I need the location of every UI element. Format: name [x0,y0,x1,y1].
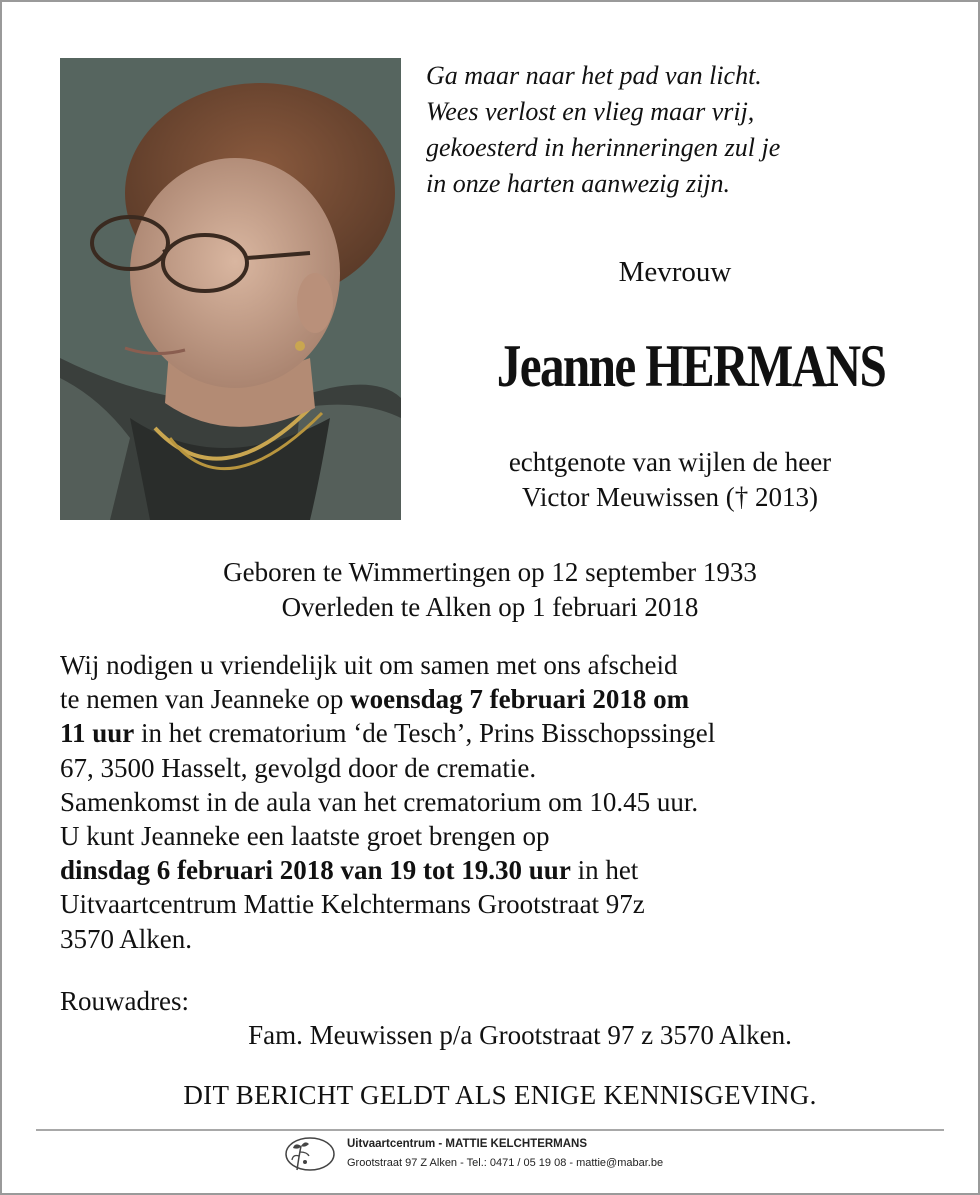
footer-divider [36,1129,944,1131]
spouse-info [430,445,910,515]
poem-line: in onze harten aanwezig zijn. [426,169,731,198]
flower-logo-icon [283,1134,337,1174]
invitation-line: Samenkomst in de aula van het crematorium om 10.45 uur. [60,786,699,817]
spouse-line: echtgenote van wijlen de heer [508,447,832,477]
poem-line: Wees verlost en vlieg maar vrij, [426,97,755,126]
death-date: Overleden te Alken op 1 februari 2018 [281,592,699,622]
invitation-line [60,716,940,750]
invitation-line [60,682,940,716]
portrait-photo [60,58,401,520]
footer-contact: Grootstraat 97 Z Alken - Tel.: 0471 / 05 19 08 - mattie@mabar.be [347,1157,664,1169]
invitation-line: U kunt Jeanneke een laatste groet brengen op [60,821,550,852]
mourning-address: Fam. Meuwissen p/a Grootstraat 97 z 3570 Alken. [248,1020,792,1050]
portrait-illustration [60,58,401,520]
poem-line: gekoesterd in herinneringen zul je [426,133,781,162]
invitation-text-span: te nemen van Jeanneke op [60,684,351,715]
invitation-text-span: in het [570,855,639,886]
spouse-line: Victor Meuwissen († 2013) [521,482,819,512]
memorial-poem [426,58,946,202]
invitation-line: 3570 Alken. [60,923,192,954]
mourning-address-label: Rouwadres: [60,986,189,1016]
footer-company-name: Uitvaartcentrum - MATTIE KELCHTERMANS [347,1138,588,1150]
honorific: Mevrouw [618,256,732,288]
invitation-line: Uitvaartcentrum Mattie Kelchtermans Grootstraat 97z [60,889,645,920]
invitation-text [60,648,940,956]
invitation-line: Wij nodigen u vriendelijk uit om samen met ons afscheid [60,650,678,680]
ceremony-date: woensdag 7 februari 2018 om [350,684,690,715]
invitation-line: 67, 3500 Hasselt, gevolgd door de crematie. [60,752,537,783]
visitation-time: dinsdag 6 februari 2018 van 19 tot 19.30 uur [60,855,571,886]
invitation-line [60,853,940,887]
invitation-text-span: in het crematorium ‘de Tesch’, Prins Bisschopssingel [134,718,716,749]
life-dates [60,555,920,625]
deceased-name: Jeanne HERMANS [496,333,886,399]
ceremony-time: 11 uur [60,718,135,749]
notice-text: DIT BERICHT GELDT ALS ENIGE KENNISGEVING. [183,1080,817,1110]
poem-line: Ga maar naar het pad van licht. [426,61,762,90]
birth-date: Geboren te Wimmertingen op 12 september 1933 [223,557,757,587]
